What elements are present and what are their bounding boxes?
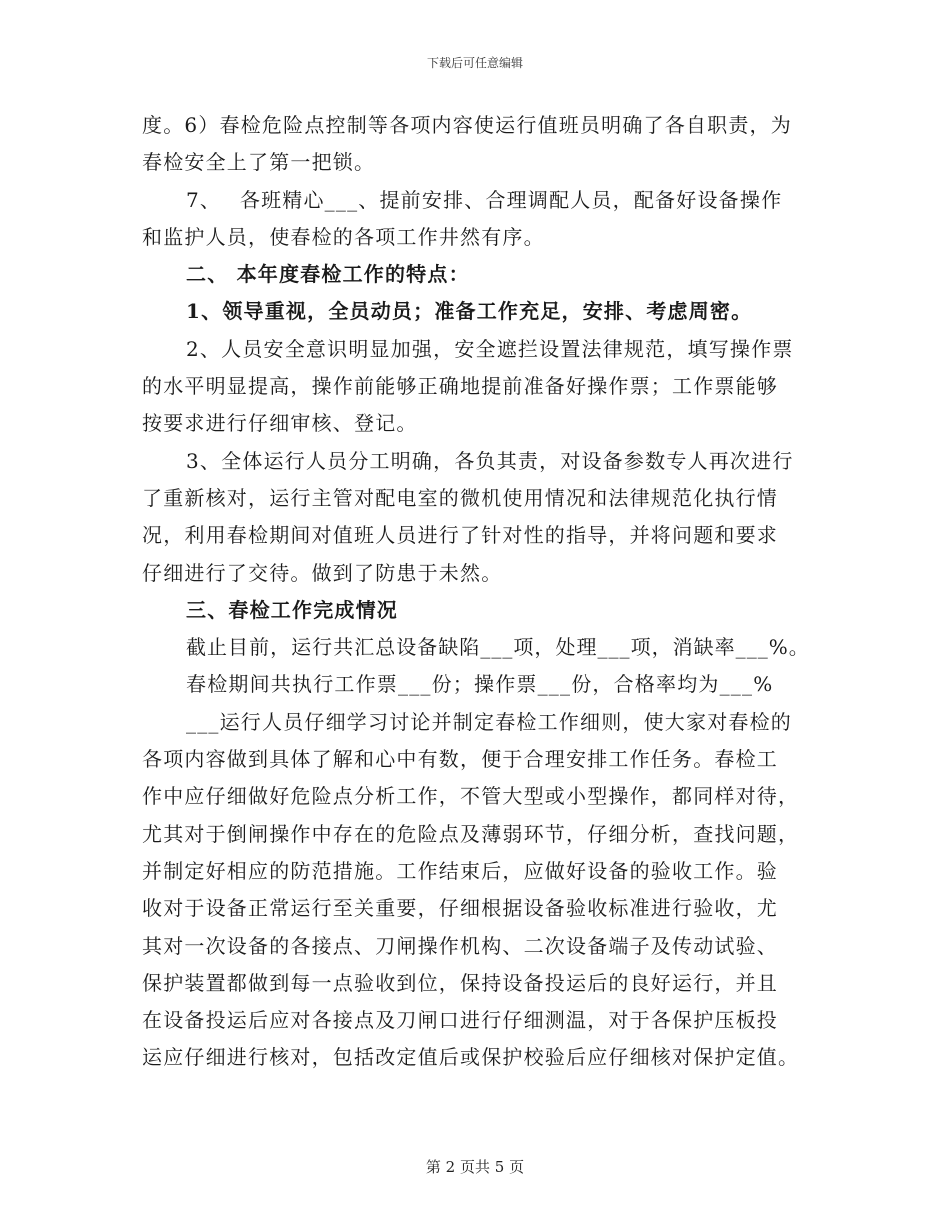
text-line: 和监护人员，使春检的各项工作井然有序。: [142, 224, 545, 249]
text-line: 尤其对于倒闸操作中存在的危险点及薄弱环节，仔细分析，查找问题，: [142, 821, 800, 846]
text-line: 仔细进行了交待。做到了防患于未然。: [142, 560, 503, 585]
text-line: 二、 本年度春检工作的特点：: [186, 262, 470, 287]
text-line: ___运行人员仔细学习讨论并制定春检工作细则，使大家对春检的: [186, 709, 792, 734]
text-line: 按要求进行仔细审核、登记。: [142, 411, 418, 436]
text-line: 度。6）春检危险点控制等各项内容使运行值班员明确了各自职责，为: [142, 113, 792, 137]
text-line: 在设备投运后应对各接点及刀闸口进行仔细测温，对于各保护压板投: [142, 1008, 778, 1033]
text-line: 2、人员安全意识明显加强，安全遮拦设置法律规范，填写操作票: [186, 336, 794, 361]
text-line: 3、全体运行人员分工明确，各负其责，对设备参数专人再次进行: [186, 448, 794, 473]
text-line: 作中应仔细做好危险点分析工作，不管大型或小型操作，都同样对待，: [142, 784, 800, 809]
text-line: 三、春检工作完成情况: [186, 597, 398, 622]
text-line: 其对一次设备的各接点、刀闸操作机构、二次设备端子及传动试验、: [142, 933, 778, 958]
text-line: 截止目前，运行共汇总设备缺陷___项，处理___项，消缺率___%。: [186, 635, 810, 660]
text-line: 春检期间共执行工作票___份；操作票___份，合格率均为___%: [186, 672, 774, 697]
page-header: 下载后可任意编辑: [426, 56, 523, 70]
text-line: 1、领导重视，全员动员；准备工作充足，安排、考虑周密。: [186, 299, 753, 324]
text-line: 收对于设备正常运行至关重要，仔细根据设备验收标准进行验收，尤: [142, 896, 778, 921]
text-line: 并制定好相应的防范措施。工作结束后，应做好设备的验收工作。验: [142, 858, 778, 883]
page-footer: 第 2 页共 5 页: [425, 1158, 525, 1176]
text-line: 的水平明显提高，操作前能够正确地提前准备好操作票；工作票能够: [142, 374, 778, 399]
text-line: 运应仔细进行核对，包括改定值后或保护校验后应仔细核对保护定值。: [142, 1045, 800, 1070]
text-line: 况，利用春检期间对值班人员进行了针对性的指导，并将问题和要求: [142, 523, 778, 548]
text-line: 保护装置都做到每一点验收到位，保持设备投运后的良好运行，并且: [142, 970, 778, 995]
text-line: 春检安全上了第一把锁。: [142, 150, 376, 175]
document-body: [142, 107, 810, 1077]
text-line: 各项内容做到具体了解和心中有数，便于合理安排工作任务。春检工: [142, 747, 778, 772]
text-line: 7、 各班精心___、提前安排、合理调配人员，配备好设备操作: [186, 187, 783, 212]
text-line: 了重新核对，运行主管对配电室的微机使用情况和法律规范化执行情: [142, 485, 778, 510]
